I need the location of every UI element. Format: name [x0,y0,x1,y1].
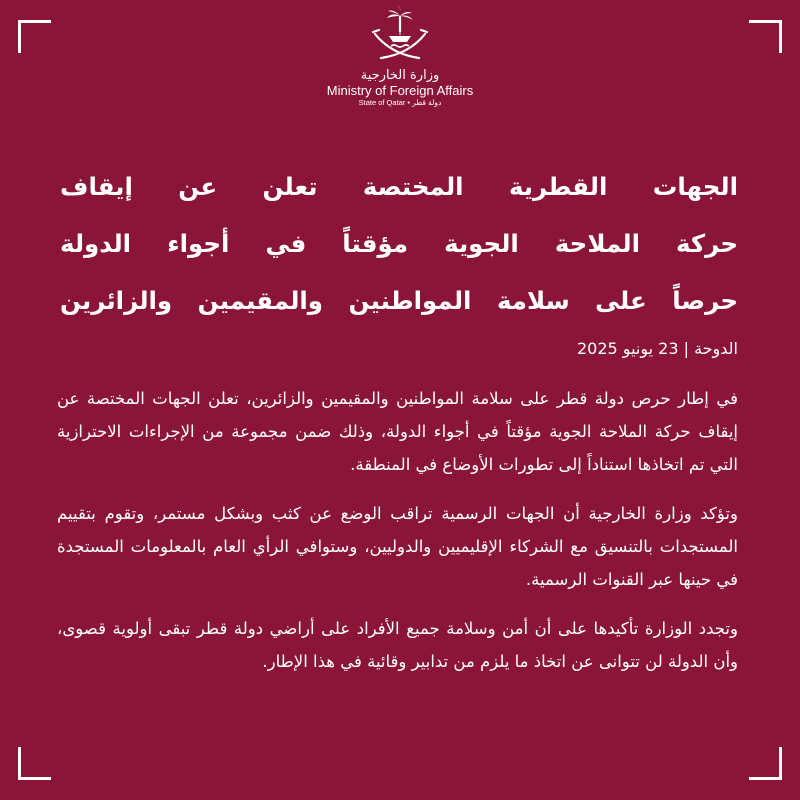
headline-line: حرصاً على سلامة المواطنين والمقيمين والزائرين [60,286,738,315]
headline-line: الجهات القطرية المختصة تعلن عن إيقاف [60,172,738,201]
qatar-emblem-icon [367,4,433,66]
body-paragraph: في إطار حرص دولة قطر على سلامة المواطنين والمقيمين والزائرين، تعلن الجهات المختصة عن إيقاف حركة الملاحة الجوية مؤقتاً في أجواء الدولة، وذلك ضمن مجموعة من الإجراءات الاحترازية التي تم اتخاذها استناداً إلى تطورات الأوضاع في المنطقة. [57,389,738,474]
corner-frame-bottom-right [749,747,782,780]
body-paragraph: وتؤكد وزارة الخارجية أن الجهات الرسمية تراقب الوضع عن كثب وبشكل مستمر، وتقوم بتقييم المستجدات بالتنسيق مع الشركاء الإقليميين والدوليين، وستوافي الرأي العام بالمعلومات المستجدة في حينها عبر القنوات الرسمية. [57,504,738,589]
dateline: الدوحة | 23 يونيو 2025 [577,339,738,358]
ministry-name-english: Ministry of Foreign Affairs [326,83,474,98]
headline [60,158,738,329]
body-paragraph: وتجدد الوزارة تأكيدها على أن أمن وسلامة جميع الأفراد على أراضي دولة قطر تبقى أولوية قصوى، وأن الدولة لن تتوانى عن اتخاذ ما يلزم من تدابير وقائية في هذا الإطار. [57,619,738,671]
corner-frame-bottom-left [18,747,51,780]
headline-line: حركة الملاحة الجوية مؤقتاً في أجواء الدولة [60,229,738,258]
ministry-logo [0,4,800,108]
state-label: State of Qatar • دولة قطر [358,98,442,107]
ministry-name-arabic: وزارة الخارجية [360,68,440,83]
statement-body [57,382,738,694]
